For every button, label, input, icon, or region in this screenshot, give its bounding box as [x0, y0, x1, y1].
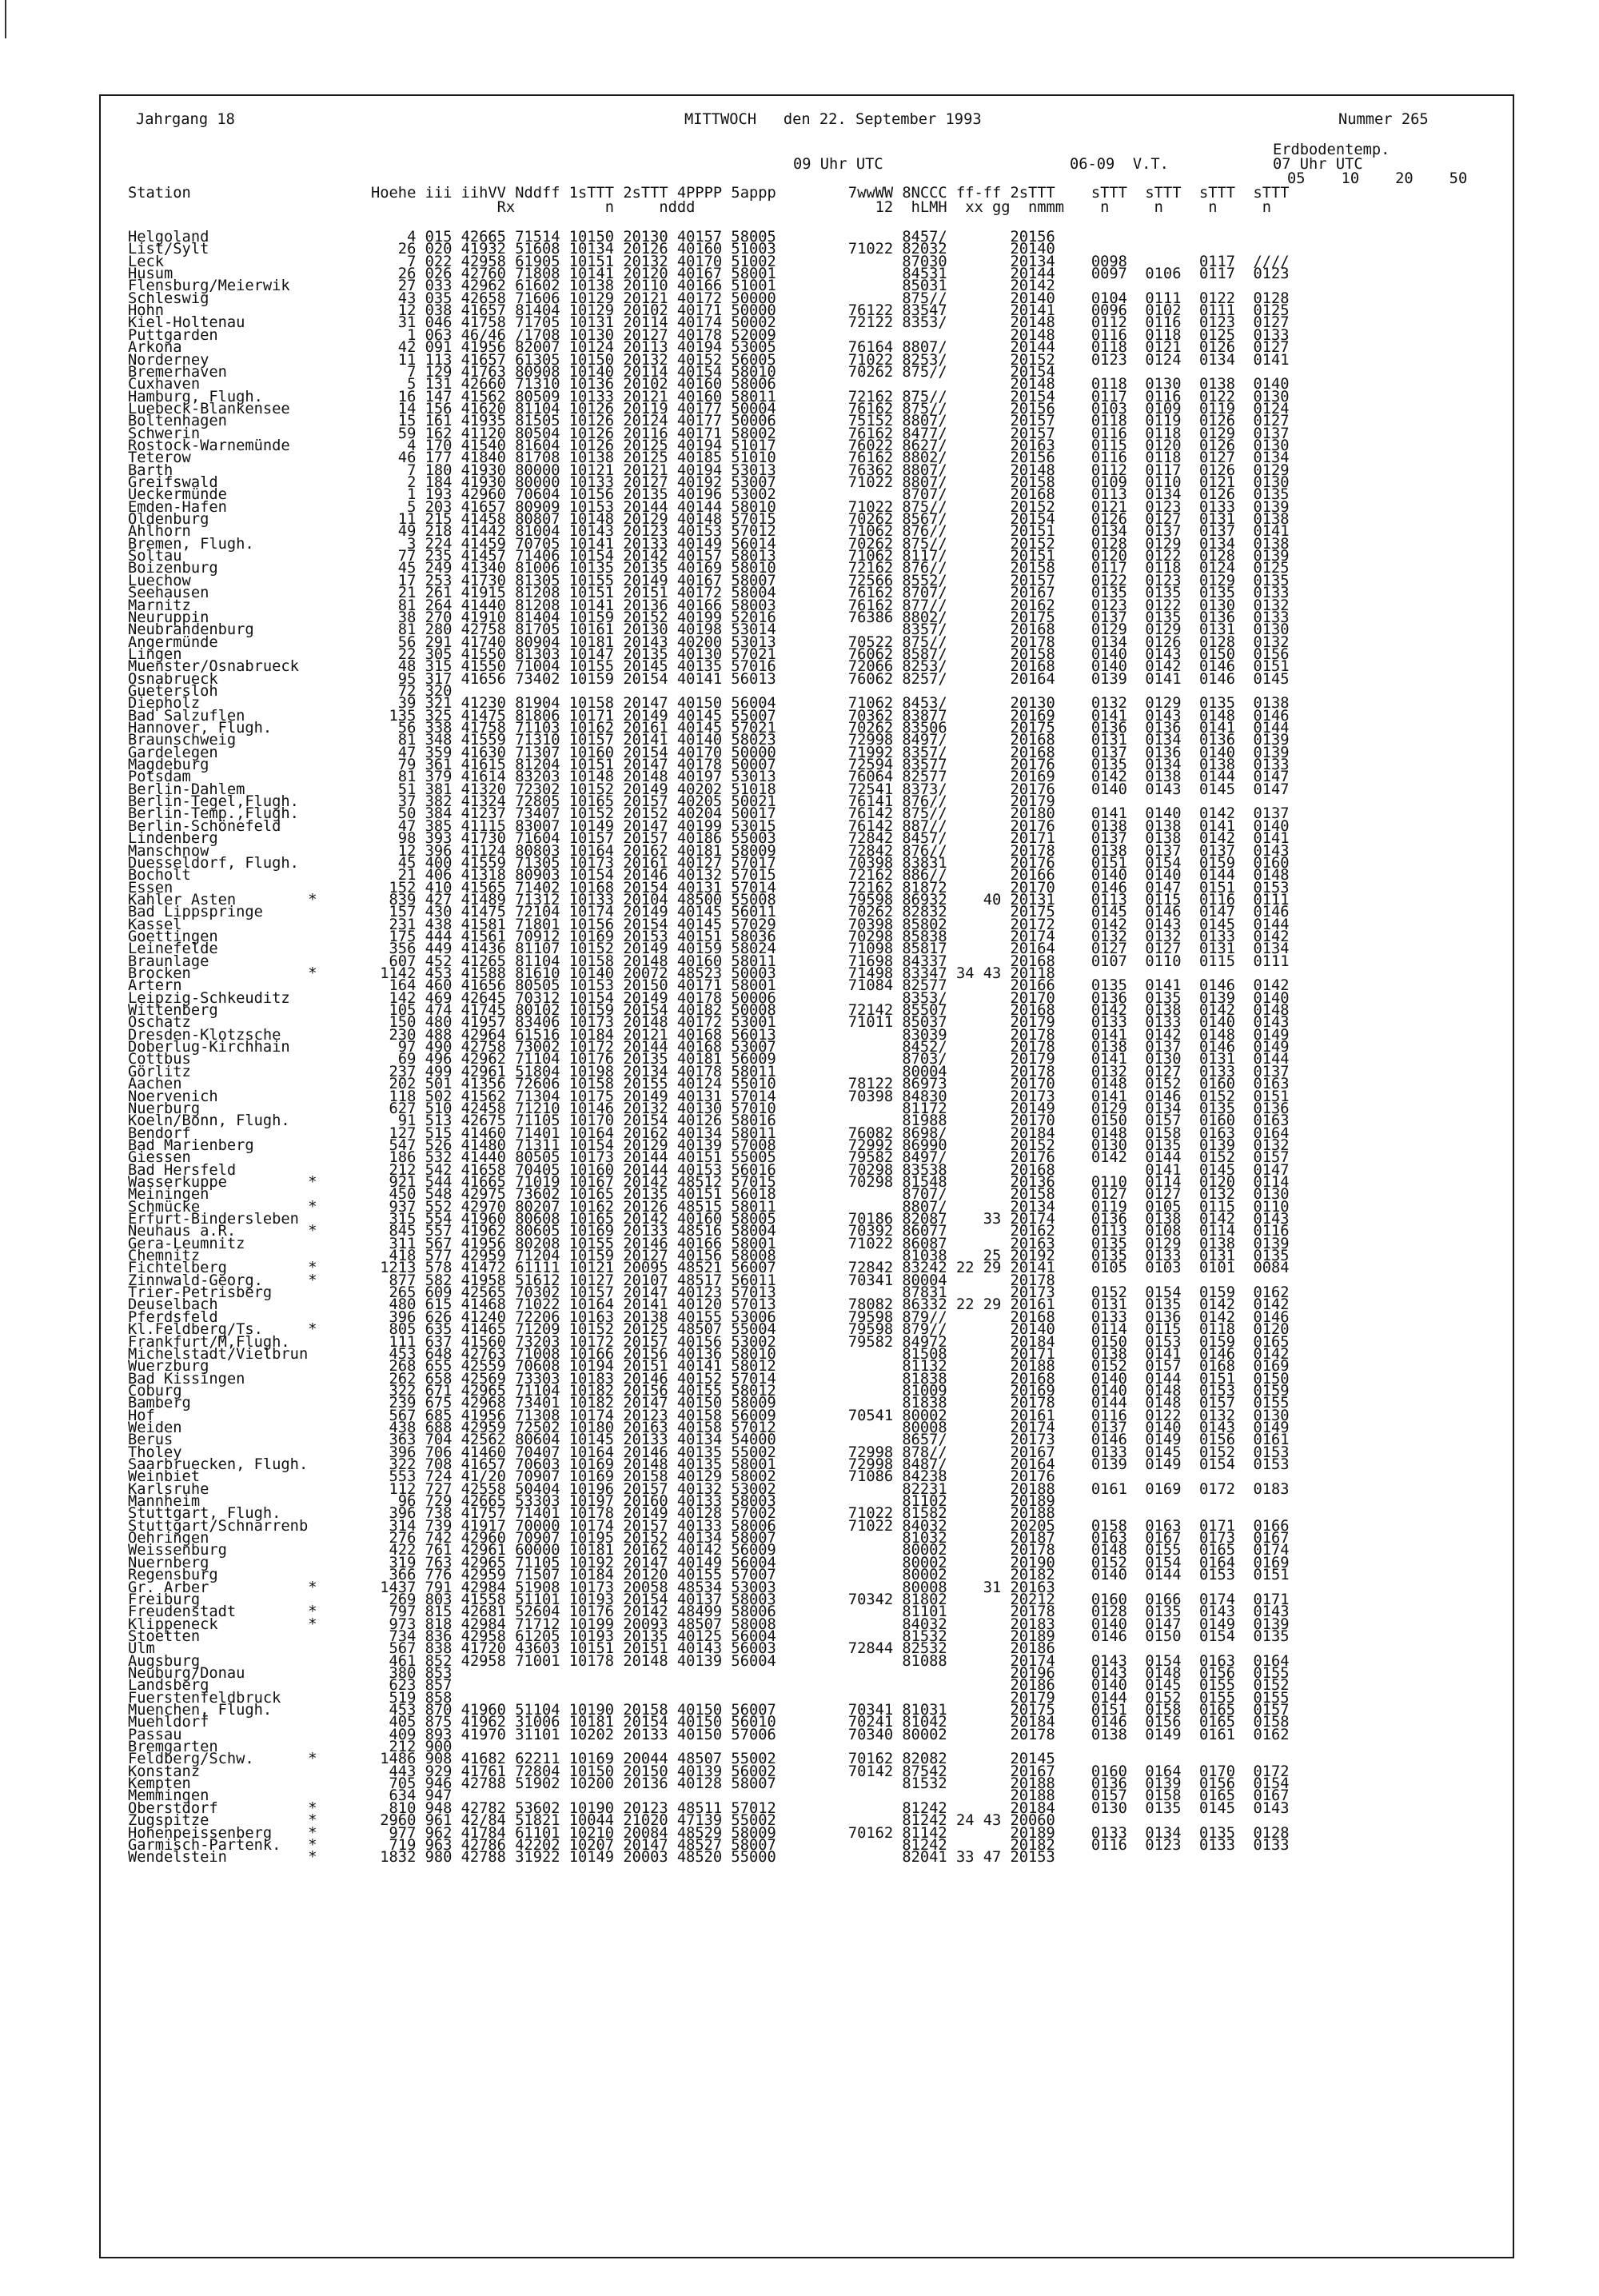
- table-row: Fuerstenfeldbruck 519 858 20179 0144 0152 0155 0155: [128, 1689, 1290, 1707]
- table-row: Regensburg 366 776 42959 71507 10184 20120 40155 57007 80002 20182 0140 0144 0153 0151: [128, 1567, 1290, 1584]
- table-row: Hohenpeissenberg * 977 962 41784 61101 10210 20084 48529 58009 70162 81142 20189 0133 0134 0135 0128: [128, 1824, 1290, 1842]
- table-row: Greifswald 2 184 41930 80000 10133 20127 40192 53007 71022 8807/ 20158 0109 0110 0121 0130: [128, 474, 1290, 491]
- table-row: Nuerburg 627 510 42458 71210 10146 20132 40130 57010 81172 20149 0129 0134 0135 0136: [128, 1100, 1290, 1117]
- table-row: Ueckermünde 1 193 42960 70604 10156 20135 40196 53002 8707/ 20168 0113 0134 0126 0135: [128, 486, 1290, 504]
- page-title: MITTWOCH den 22. September 1993: [684, 111, 982, 128]
- soil-depths-header: 05 10 20 50: [1287, 170, 1468, 187]
- table-row: Aachen 202 501 41356 72606 10158 20155 40124 55010 78122 86973 20170 0148 0152 0160 0163: [128, 1076, 1290, 1093]
- table-row: Berlin-Tegel,Flugh. 37 382 41324 72805 10165 20157 40205 50021 76141 876// 20179: [128, 793, 1055, 811]
- table-row: Goettingen 175 444 41561 70912 10169 20153 40151 58036 70298 85838 20174 0132 0132 0133 0142: [128, 928, 1290, 945]
- table-row: Freudenstadt * 797 815 42681 52604 10176 20142 48499 58006 81101 20178 0128 0135 0143 0143: [128, 1603, 1290, 1621]
- table-row: Wendelstein * 1832 980 42788 31922 10149 20003 48520 55000 82041 33 47 20153: [128, 1849, 1055, 1867]
- table-row: Trier-Petrisberg 265 609 42565 70302 10157 20147 40123 57013 87831 20173 0152 0154 0159 0162: [128, 1284, 1290, 1302]
- table-row: Oberstdorf * 810 948 42782 53602 10190 20123 48511 57012 81242 20184 0130 0135 0145 0143: [128, 1799, 1290, 1817]
- table-row: Wasserkuppe * 921 544 41665 71019 10167 20142 48512 57015 70298 81548 20136 0110 0114 0120 0114: [128, 1173, 1290, 1191]
- table-row: Manschnow 12 396 41124 80803 10164 20162 40181 58009 72842 876// 20178 0138 0137 0137 0143: [128, 842, 1290, 860]
- table-row: Muenchen, Flugh. 453 870 41960 51104 10190 20158 40150 56007 70341 81031 20175 0151 0158 0165 0157: [128, 1702, 1290, 1719]
- table-row: Konstanz 443 929 41761 72804 10150 20150 40139 56002 70142 87542 20167 0160 0164 0170 0172: [128, 1763, 1290, 1780]
- table-row: Lindenberg 98 393 41730 71604 10157 20157 40186 55003 72842 8457/ 20171 0137 0138 0142 0141: [128, 830, 1290, 848]
- table-row: Bad Lippspringe 157 430 41475 72104 10174 20149 40145 56011 70262 82832 20175 0145 0146 0147 0146: [128, 904, 1290, 921]
- table-row: Luechow 17 253 41730 81305 10155 20149 40167 58007 72566 8552/ 20157 0122 0123 0129 0135: [128, 572, 1290, 589]
- table-row: Coburg 322 671 42965 71104 10182 20156 40155 58012 81009 20169 0140 0148 0153 0159: [128, 1382, 1290, 1400]
- table-row: Helgoland 4 015 42665 71514 10150 20130 40157 58005 8457/ 20156: [128, 229, 1055, 246]
- table-row: Koeln/Bonn, Flugh. 91 513 42675 71105 10170 20154 40126 58016 81988 20170 0150 0157 0160 0163: [128, 1112, 1290, 1130]
- table-row: Berlin-Temp.,Flugh. 50 384 41237 73407 10152 20152 40204 50017 76142 875// 20180 0141 0140 0142 0137: [128, 805, 1290, 823]
- table-row: Gardelegen 47 359 41630 71307 10160 20154 40170 50000 71992 8357/ 20168 0137 0136 0140 0139: [128, 744, 1290, 761]
- table-row: Bad Salzuflen 135 325 41475 81806 10171 20149 40145 55007 70362 83877 20169 0141 0143 0148 0146: [128, 707, 1290, 725]
- table-row: Garmisch-Partenk. * 719 963 42786 42202 10207 20147 48527 58007 81242 20182 0116 0123 0133 0133: [128, 1836, 1290, 1854]
- table-row: Michelstadt/Vielbrun 453 648 42763 71008 10166 20156 40136 58010 81508 20171 0138 0141 0146 0142: [128, 1345, 1290, 1363]
- table-row: Neuburg/Donau 380 853 20196 0143 0148 0156 0155: [128, 1664, 1290, 1682]
- table-row: Klippeneck * 973 818 42984 71712 10199 20093 48507 58008 84032 20183 0140 0147 0149 0139: [128, 1615, 1290, 1633]
- table-row: Osnabrueck 95 317 41656 73402 10159 20154 40141 56013 76062 8257/ 20164 0139 0141 0146 0145: [128, 670, 1290, 688]
- table-row: Lingen 22 305 41550 81303 10147 20135 40130 57021 76062 8587/ 20158 0140 0143 0150 0156: [128, 645, 1290, 663]
- table-row: Bad Hersfeld 212 542 41658 70405 10160 20144 40153 56016 70298 83538 20168 0141 0145 0147: [128, 1161, 1290, 1179]
- table-row: Tholey 396 706 41460 70407 10164 20146 40135 55002 72998 878// 20167 0133 0145 0152 0153: [128, 1443, 1290, 1461]
- table-row: Freiburg 269 803 41558 51101 10193 20154 40137 58003 70342 81802 20212 0160 0166 0174 0171: [128, 1591, 1290, 1608]
- table-row: Emden-Hafen 5 203 41657 80909 10153 20144 40144 58010 71022 875// 20152 0121 0123 0133 0139: [128, 498, 1290, 516]
- table-row: Rostock-Warnemünde 4 170 41540 81604 10126 20125 40194 51017 76022 8627/ 20163 0115 0120 0126 0130: [128, 437, 1290, 454]
- obs-time-label: 09 Uhr UTC: [793, 156, 883, 173]
- table-row: Marnitz 81 264 41440 81208 10141 20136 40166 58003 76162 877// 20162 0123 0122 0130 0132: [128, 597, 1290, 614]
- table-row: Neuhaus a.R. * 845 557 41962 80605 10169 20133 48516 58004 70392 86077 20162 0113 0108 0114 0116: [128, 1223, 1290, 1240]
- table-row: Neubrandenburg 81 280 42758 81705 10161 20130 40198 53014 8357/ 20168 0129 0129 0131 0130: [128, 621, 1290, 639]
- table-row: Ulm 567 838 41720 43603 10151 20151 40143 56003 72844 82532 20186: [128, 1640, 1055, 1658]
- table-row: Gera-Leumnitz 311 567 41956 80208 10155 20146 40166 58001 71022 86087 20163 0135 0129 0138 0139: [128, 1235, 1290, 1252]
- table-row: Schmücke * 937 552 42970 80207 10162 20126 48515 58011 8807/ 20134 0119 0105 0115 0110: [128, 1198, 1290, 1216]
- table-row: Boltenhagen 15 161 41935 81505 10126 20124 40177 50006 75152 8807/ 20157 0118 0119 0126 0127: [128, 413, 1290, 430]
- table-row: Barth 7 180 41930 80000 10121 20121 40194 53013 76362 8807/ 20148 0112 0117 0126 0129: [128, 461, 1290, 479]
- table-row: Augsburg 461 852 42958 71001 10178 20148 40139 56004 81088 20174 0143 0154 0163 0164: [128, 1652, 1290, 1670]
- table-row: Schleswig 43 035 42658 71606 10129 20121 40172 50000 875// 20140 0104 0111 0122 0128: [128, 289, 1290, 307]
- table-row: Stuttgart, Flugh. 396 738 41757 71401 10178 20149 40128 57002 71022 81582 20188: [128, 1505, 1055, 1523]
- table-row: Leck 7 022 42958 61905 10151 20132 40170 51002 87030 20134 0098 0117 ////: [128, 253, 1290, 270]
- table-row: Doberlug-Kirchhain 97 490 42758 73002 10172 20144 40168 53007 8452/ 20178 0138 0137 0146 0149: [128, 1039, 1290, 1056]
- table-row: Oehringen 276 742 42960 70907 10195 20152 40134 58007 81032 20187 0163 0167 0173 0167: [128, 1530, 1290, 1547]
- table-row: Wuerzburg 268 655 42559 70608 10194 20151 40141 58012 81132 20188 0152 0157 0168 0169: [128, 1358, 1290, 1376]
- period-time-label: 06-09 V.T.: [1070, 156, 1169, 173]
- table-row: Frankfurt/M,Flugh. 111 637 41560 73203 10172 20157 40156 53002 79582 84972 20184 0150 0153 0159 0165: [128, 1333, 1290, 1351]
- table-row: Weissenburg 422 761 42961 60000 10181 20162 40142 56009 80002 20178 0148 0155 0165 0174: [128, 1542, 1290, 1559]
- table-row: Chemnitz 418 577 42959 71204 10159 20127 40156 58008 81038 25 20192 0135 0133 0131 0135: [128, 1248, 1290, 1265]
- table-row: Brocken * 1142 453 41588 81610 10140 20072 48523 50003 71498 83347 34 43 20118: [128, 965, 1055, 982]
- table-row: Bocholt 21 406 41318 80903 10154 20146 40132 57015 72162 886// 20166 0140 0140 0144 0148: [128, 867, 1290, 884]
- table-row: Fichtelberg * 1213 578 41472 61111 10121 20095 48521 56007 72842 83242 22 29 20141 0105 0103 0101 0084: [128, 1260, 1290, 1277]
- column-header-line1: Station Hoehe iii iihVV Nddff 1sTTT 2sTTT 4PPPP 5appp 7wwWW 8NCCC ff-ff 2sTTT sTTT sTTT sTTT sTTT: [128, 185, 1290, 202]
- table-row: Ahlhorn 49 218 41442 81004 10143 20123 40153 57012 71062 876// 20151 0134 0137 0137 0141: [128, 523, 1290, 541]
- left-margin-mark: [5, 0, 6, 38]
- table-row: Magdeburg 79 361 41615 81204 10151 20147 40178 50007 72594 83577 20176 0135 0134 0138 0133: [128, 757, 1290, 774]
- table-row: Kassel 231 438 41581 71801 10156 20154 40145 57029 70398 85802 20172 0142 0143 0145 0144: [128, 916, 1290, 933]
- table-row: Weiden 438 688 42959 72502 10180 20163 40158 57012 80008 20174 0137 0140 0143 0149: [128, 1419, 1290, 1436]
- table-row: Oldenburg 11 215 41458 80807 10148 20129 40148 57015 70262 8567/ 20154 0126 0127 0131 0138: [128, 511, 1290, 529]
- table-row: Soltau 77 235 41457 71406 10154 20142 40157 58013 71062 8117/ 20151 0120 0122 0128 0139: [128, 548, 1290, 565]
- table-row: Landsberg 623 857 20186 0140 0145 0155 0152: [128, 1677, 1290, 1695]
- table-row: Memmingen 634 947 20188 0157 0158 0165 0167: [128, 1787, 1290, 1805]
- table-row: Norderney 11 113 41657 61305 10150 20132 40152 56005 71022 8253/ 20152 0123 0124 0134 0141: [128, 351, 1290, 369]
- table-row: Bremerhaven 7 129 41763 80908 10140 20114 40154 58010 70262 875// 20154: [128, 363, 1055, 381]
- table-row: Hannover, Flugh. 56 338 41758 71103 10162 20161 40145 57021 70262 83506 20175 0136 0136 0141 0144: [128, 720, 1290, 737]
- table-row: Leipzig-Schkeuditz 142 469 42645 70312 10154 20149 40178 50006 8353/ 20170 0136 0135 0139 0140: [128, 989, 1290, 1007]
- table-row: Berlin-Dahlem 51 381 41320 72302 10152 20149 40202 51018 72541 8373/ 20176 0140 0143 0145 0147: [128, 781, 1290, 798]
- column-header-line2: Rx n nddd 12 hLMH xx gg nmmm n n n n: [128, 199, 1272, 216]
- table-row: Guetersloh 72 320: [128, 682, 453, 700]
- table-row: Bamberg 239 675 42968 73401 10182 20147 40150 58009 81838 20178 0144 0148 0157 0155: [128, 1395, 1290, 1412]
- table-row: Potsdam 81 379 41614 83203 10148 20148 40197 53013 76064 82577 20169 0142 0138 0144 0147: [128, 769, 1290, 786]
- table-row: Görlitz 237 499 42961 51804 10198 20134 40178 58011 80004 20178 0132 0127 0133 0137: [128, 1063, 1290, 1080]
- table-row: Angermünde 56 291 41740 80904 10181 20143 40200 53013 70522 875// 20178 0134 0126 0128 0132: [128, 633, 1290, 651]
- table-row: Bad Marienberg 547 526 41480 71311 10154 20129 40139 57008 72992 86990 20152 0130 0135 0139 0132: [128, 1136, 1290, 1154]
- table-row: Gr. Arber * 1437 791 42984 51908 10173 20058 48534 53003 80008 31 20163: [128, 1579, 1055, 1596]
- table-row: Noervenich 118 502 41562 71304 10175 20149 40131 57014 70398 84830 20173 0141 0146 0152 0151: [128, 1088, 1290, 1105]
- table-row: Meiningen 450 548 42975 73602 10165 20135 40151 56018 8707/ 20158 0127 0127 0132 0130: [128, 1186, 1290, 1204]
- table-row: Wittenberg 105 474 41745 80102 10159 20154 40182 50008 72142 85507 20168 0142 0138 0142 0148: [128, 1002, 1290, 1020]
- table-row: Hamburg, Flugh. 16 147 41562 80509 10133 20121 40160 58011 72162 875// 20154 0117 0116 0122 0130: [128, 388, 1290, 405]
- table-row: Cottbus 69 496 42962 71104 10176 20135 40181 56009 8703/ 20179 0141 0130 0131 0144: [128, 1051, 1290, 1068]
- table-row: Neuruppin 38 270 41910 81404 10159 20152 40199 52016 76386 8802/ 20175 0137 0135 0136 0133: [128, 609, 1290, 626]
- table-row: Nuernberg 319 763 42965 71105 10192 20147 40149 56004 80002 20190 0152 0154 0164 0169: [128, 1554, 1290, 1571]
- table-row: Diepholz 39 321 41230 81904 10158 20147 40150 56004 71062 8453/ 20130 0132 0129 0135 0138: [128, 695, 1290, 713]
- table-row: Karlsruhe 112 727 42558 50404 10196 20157 40132 53002 82231 20188 0161 0169 0172 0183: [128, 1480, 1290, 1498]
- table-row: Berlin-Schönefeld 47 385 41115 83007 10149 20147 40199 53015 76142 887// 20176 0138 0138 0141 0140: [128, 817, 1290, 835]
- table-row: Pferdsfeld 396 626 41240 72206 10163 20138 40155 53006 79598 879// 20168 0133 0136 0142 0146: [128, 1308, 1290, 1326]
- table-row: Oschatz 150 480 41957 83406 10173 20148 40172 53001 71011 85037 20179 0133 0133 0140 0143: [128, 1014, 1290, 1032]
- table-row: Berus 363 704 42562 80604 10145 20133 40134 54000 8657/ 20173 0146 0149 0156 0161: [128, 1432, 1290, 1449]
- nummer-label: Nummer 265: [1338, 111, 1429, 128]
- table-row: Stoetten 734 836 42958 61205 10193 20135 40125 56004 81532 20189 0146 0150 0154 0135: [128, 1627, 1290, 1645]
- table-row: Schwerin 59 162 41120 80504 10126 20116 40171 58002 76162 8477/ 20157 0116 0118 0129 0137: [128, 425, 1290, 442]
- table-row: Kiel-Holtenau 31 046 41758 71705 10131 20114 40174 50002 72122 8353/ 20148 0112 0116 0123 0127: [128, 314, 1290, 332]
- table-row: Puttgarden 1 063 46/46 /1708 10130 20127 40178 52009 20148 0116 0118 0125 0133: [128, 326, 1290, 344]
- table-row: Essen 152 410 41565 71402 10168 20154 40131 57014 72162 81872 20170 0146 0147 0151 0153: [128, 879, 1290, 896]
- table-row: Flensburg/Meierwik 27 033 42962 61602 10138 20110 40166 51001 85031 20142: [128, 278, 1055, 295]
- table-row: Bendorf 127 515 41460 71401 10164 20162 40134 58011 76082 8698/ 20184 0148 0158 0163 0164: [128, 1124, 1290, 1142]
- table-row: Hof 567 685 41956 71308 10174 20123 40158 56009 70541 80002 20161 0116 0122 0132 0130: [128, 1407, 1290, 1424]
- table-row: Weinbiet 553 724 41/20 70907 10169 20158 40129 58002 71086 84238 20176: [128, 1468, 1055, 1486]
- table-row: Mannheim 96 729 42665 53303 10197 20160 40133 58003 81102 20189: [128, 1493, 1055, 1511]
- table-row: List/Sylt 26 020 41932 51608 10134 20126 40160 51003 71022 82032 20140: [128, 241, 1055, 258]
- table-row: Boizenburg 45 249 41340 81006 10135 20135 40169 58010 72162 876// 20158 0117 0118 0124 0125: [128, 560, 1290, 577]
- table-row: Kl.Feldberg/Ts. * 805 635 41465 71209 10152 20125 48507 55004 79598 879// 20140 0114 0115 0118 0120: [128, 1321, 1290, 1339]
- table-row: Giessen 186 532 41440 80505 10173 20144 40151 55005 79582 8497/ 20176 0142 0144 0152 0157: [128, 1149, 1290, 1167]
- table-row: Dresden-Klotzsche 230 488 42964 61516 10184 20121 40168 56013 83039 20178 0141 0142 0148 0149: [128, 1026, 1290, 1044]
- table-row: Kempten 705 946 42788 51902 10200 20136 40128 58007 81532 20188 0136 0139 0156 0154: [128, 1775, 1290, 1793]
- table-row: Zinnwald-Georg. * 877 582 41958 51612 10127 20107 48517 56011 70341 80004 20178: [128, 1272, 1055, 1289]
- table-row: Stuttgart/Schnarrenb 314 739 41917 70000 10174 20157 40133 58006 71022 84032 20205 0158 0163 0171 0166: [128, 1517, 1290, 1535]
- table-row: Bad Kissingen 262 658 42569 73303 10183 20146 40152 57014 81838 20168 0140 0144 0151 0150: [128, 1370, 1290, 1388]
- table-row: Passau 409 893 41970 31101 10202 20133 40150 57006 70340 80002 20178 0138 0149 0161 0162: [128, 1726, 1290, 1743]
- soil-temp-time: 07 Uhr UTC: [1273, 156, 1363, 173]
- table-row: Muenster/Osnabrueck 48 315 41550 71004 10155 20145 40135 57016 72066 8253/ 20168 0140 0142 0146 0151: [128, 658, 1290, 676]
- table-row: Saarbruecken, Flugh. 322 708 41657 70603 10169 20148 40135 58001 72998 8487/ 20164 0139 0149 0154 0153: [128, 1456, 1290, 1473]
- table-row: Seehausen 21 261 41915 81208 10151 20151 40172 58004 76162 8707/ 20167 0135 0135 0135 0133: [128, 585, 1290, 602]
- table-row: Artern 164 460 41656 80505 10153 20150 40171 58001 71084 82577 20166 0135 0141 0146 0142: [128, 977, 1290, 995]
- table-row: Braunschweig 81 348 41559 71310 10157 20141 40140 58023 72998 8497/ 20168 0131 0134 0136 0139: [128, 732, 1290, 749]
- table-row: Deuselbach 480 615 41468 71022 10164 20141 40120 57013 78082 86332 22 29 20161 0131 0135 0142 0142: [128, 1296, 1290, 1314]
- jahrgang-label: Jahrgang 18: [136, 111, 235, 128]
- table-row: Zugspitze * 2960 961 42/84 51821 10044 21020 47139 55002 81242 24 43 20060: [128, 1812, 1055, 1830]
- table-row: Teterow 46 177 41840 81708 10138 20125 40185 51010 76162 8802/ 20156 0116 0118 0127 0134: [128, 449, 1290, 467]
- table-row: Feldberg/Schw. * 1486 908 41682 62211 10169 20044 48507 55002 70162 82082 20145: [128, 1751, 1055, 1768]
- table-row: Leinefelde 356 449 41436 81107 10152 20149 40159 58024 71098 85817 20164 0127 0127 0131 0134: [128, 940, 1290, 958]
- table-row: Luebeck-Blankensee 14 156 41620 81104 10126 20119 40177 50004 76162 875// 20156 0103 0109 0119 0124: [128, 400, 1290, 417]
- table-row: Arkona 42 091 41956 82007 10124 20113 40194 53005 76164 8807/ 20144 0118 0121 0126 0127: [128, 339, 1290, 357]
- table-row: Bremen, Flugh. 3 224 41459 70705 10141 20133 40149 56014 70262 875// 20152 0128 0129 0134 0138: [128, 535, 1290, 553]
- table-row: Kahler Asten * 839 427 41489 71312 10133 20104 48500 55008 79598 86932 40 20131 0113 0115 0116 0111: [128, 891, 1290, 908]
- table-row: Hohn 12 038 41657 81404 10129 20102 40171 50000 76122 83547 20141 0096 0102 0111 0125: [128, 302, 1290, 320]
- table-row: Braunlage 607 452 41265 81104 10158 20148 40160 58011 71698 84337 20168 0107 0110 0115 0111: [128, 952, 1290, 970]
- table-row: Bremgarten 212 900: [128, 1739, 453, 1756]
- table-row: Husum 26 026 42760 71808 10141 20120 40167 58001 84531 20144 0097 0106 0117 0123: [128, 266, 1290, 283]
- soil-temp-title: Erdbodentemp.: [1273, 142, 1390, 158]
- table-row: Muehldorf 405 875 41962 31006 10181 20154 40150 56010 70241 81042 20184 0146 0156 0165 0158: [128, 1714, 1290, 1731]
- table-row: Erfurt-Bindersleben 315 554 41960 80608 10165 20142 40160 58005 70186 82087 33 20174 0136 0138 0142 0143: [128, 1211, 1290, 1228]
- table-row: Cuxhaven 5 131 42660 71310 10136 20102 40160 58006 20148 0118 0130 0138 0140: [128, 376, 1290, 393]
- table-row: Duesseldorf, Flugh. 45 400 41559 71305 10173 20161 40127 57017 70398 83831 20176 0151 0154 0159 0160: [128, 854, 1290, 872]
